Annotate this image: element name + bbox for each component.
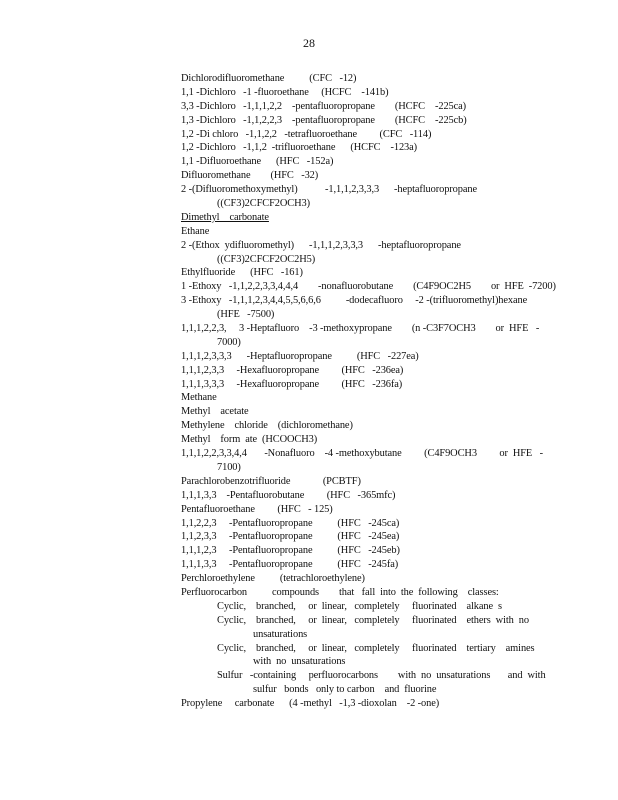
- text-line: [181, 433, 541, 447]
- text-line: [181, 503, 541, 517]
- text-line-content: 1,1,1,3,3,3 -Hexafluoropropane (HFC -236fa): [181, 378, 403, 390]
- text-line: [181, 308, 541, 322]
- text-line: [181, 128, 541, 142]
- text-line: [181, 350, 541, 364]
- text-line-content: 1,1,1,2,2,3,3,4,4 -Nonafluoro -4 -methoxybutane (C4F9OCH3 or HFE -: [181, 448, 544, 460]
- text-line: [181, 183, 541, 197]
- text-line: [181, 239, 541, 253]
- text-line: [181, 517, 541, 531]
- compound-list: [181, 72, 556, 711]
- text-line-content: 1,1,2,3,3 -Pentafluoropropane (HFC -245ea): [181, 531, 400, 543]
- text-line-content: 1,2 -Di chloro -1,1,2,2 -tetrafluoroethane (CFC -114): [181, 128, 432, 140]
- text-line-content: Sulfur -containing perfluorocarbons with no unsaturations and with: [217, 670, 546, 682]
- text-line-content: Ethane: [181, 225, 210, 237]
- text-line-content: 1,1,1,2,3,3,3 -Heptafluoropropane (HFC -227ea): [181, 350, 419, 362]
- text-line-content: ((CF3)2CFCF2OC2H5): [217, 253, 316, 265]
- text-line: [181, 169, 541, 183]
- text-line: [181, 211, 541, 225]
- text-line: [181, 322, 541, 336]
- text-line-content: 3,3 -Dichloro -1,1,1,2,2 -pentafluoropropane (HCFC -225ca): [181, 100, 467, 112]
- text-line: [181, 558, 541, 572]
- text-line: [181, 197, 541, 211]
- text-line: [181, 669, 546, 683]
- text-line-content: Parachlorobenzotrifluoride (PCBTF): [181, 475, 361, 487]
- text-line: [181, 530, 541, 544]
- text-line: [181, 391, 541, 405]
- text-line-content: 1,1,1,3,3 -Pentafluoropropane (HFC -245fa): [181, 559, 399, 571]
- text-line: [181, 336, 541, 350]
- text-line: [181, 225, 541, 239]
- text-line: [181, 614, 541, 628]
- text-line: [181, 378, 541, 392]
- text-line: [181, 100, 541, 114]
- text-line-content: with no unsaturations: [253, 656, 346, 668]
- text-line-content: 1,1,1,2,3,3 -Hexafluoropropane (HFC -236ea): [181, 364, 404, 376]
- text-line-content: 1,1,2,2,3 -Pentafluoropropane (HFC -245ca): [181, 517, 400, 529]
- text-line: [181, 86, 541, 100]
- text-line: [181, 72, 541, 86]
- text-line-content: 1,3 -Dichloro -1,1,2,2,3 -pentafluoropropane (HCFC -225cb): [181, 114, 467, 126]
- text-line-content: Difluoromethane (HFC -32): [181, 170, 319, 182]
- text-line-content: 1,1,1,2,3 -Pentafluoropropane (HFC -245eb): [181, 545, 400, 557]
- text-line-content: 1,1 -Difluoroethane (HFC -152a): [181, 156, 334, 168]
- text-line: [181, 405, 541, 419]
- text-line: [181, 628, 541, 642]
- text-line: [181, 266, 541, 280]
- text-line-content: Propylene carbonate (4 -methyl -1,3 -dioxolan -2 -one): [181, 698, 440, 710]
- text-line-content: 1,1,1,3,3 -Pentafluorobutane (HFC -365mfc): [181, 489, 396, 501]
- text-line: [181, 419, 541, 433]
- text-line: [181, 364, 541, 378]
- text-line: [181, 489, 541, 503]
- text-line: [181, 280, 556, 294]
- text-line-content: Cyclic, branched, or linear, completely fluorinated tertiary amines: [217, 642, 535, 654]
- text-line: [181, 544, 541, 558]
- text-line: [181, 600, 541, 614]
- text-line-content: 7000): [217, 336, 241, 348]
- text-line: [181, 294, 541, 308]
- text-line: [181, 586, 541, 600]
- text-line-content: 1,2 -Dichloro -1,1,2 -trifluoroethane (HCFC -123a): [181, 142, 418, 154]
- text-line: [181, 114, 541, 128]
- page-number: 28: [303, 36, 315, 50]
- text-line: [181, 697, 541, 711]
- text-line-content: 7100): [217, 461, 241, 473]
- text-line: [181, 253, 541, 267]
- text-line-content: Methane: [181, 392, 217, 404]
- text-line: [181, 141, 541, 155]
- text-line-content: Cyclic, branched, or linear, completely fluorinated alkane s: [217, 600, 502, 612]
- text-line-content: Methyl acetate: [181, 406, 249, 418]
- text-line-content: Pentafluoroethane (HFC - 125): [181, 503, 333, 515]
- text-line-content: sulfur bonds only to carbon and fluorine: [253, 684, 437, 696]
- text-line-content: ((CF3)2CFCF2OCH3): [217, 198, 310, 210]
- text-line-content: 1,1,1,2,2,3, 3 -Heptafluoro -3 -methoxypropane (n -C3F7OCH3 or HFE -: [181, 323, 540, 335]
- text-line-content: 2 -(Ethox ydifluoromethyl) -1,1,1,2,3,3,3 -heptafluoropropane: [181, 239, 461, 251]
- text-line-content: unsaturations: [253, 628, 308, 640]
- text-line-content: Ethylfluoride (HFC -161): [181, 267, 303, 279]
- text-line-content: Dichlorodifluoromethane (CFC -12): [181, 73, 357, 84]
- text-line: [181, 475, 541, 489]
- text-line: [181, 683, 541, 697]
- text-line-content: 1,1 -Dichloro -1 -fluoroethane (HCFC -141b): [181, 86, 389, 98]
- text-line: [181, 572, 541, 586]
- text-line-content: Dimethyl carbonate: [181, 211, 269, 223]
- text-line: [181, 642, 541, 656]
- text-line-content: Cyclic, branched, or linear, completely fluorinated ethers with no: [217, 614, 529, 626]
- text-line: [181, 155, 541, 169]
- text-line-content: Perchloroethylene (tetrachloroethylene): [181, 573, 365, 585]
- text-line: [181, 461, 541, 475]
- text-line-content: Methyl form ate (HCOOCH3): [181, 434, 318, 446]
- text-line-content: 1 -Ethoxy -1,1,2,2,3,3,4,4,4 -nonafluorobutane (C4F9OC2H5 or HFE -7200): [181, 281, 556, 293]
- text-line-content: Methylene chloride (dichloromethane): [181, 420, 353, 432]
- text-line-content: 3 -Ethoxy -1,1,1,2,3,4,4,5,5,6,6,6 -dodecafluoro -2 -(trifluoromethyl)hexane: [181, 295, 528, 307]
- text-line-content: Perfluorocarbon compounds that fall into the following classes:: [181, 586, 499, 598]
- text-line: [181, 447, 544, 461]
- text-line-content: 2 -(Difluoromethoxymethyl) -1,1,1,2,3,3,3 -heptafluoropropane: [181, 184, 477, 196]
- text-line: [181, 655, 541, 669]
- text-line-content: (HFE -7500): [217, 309, 275, 321]
